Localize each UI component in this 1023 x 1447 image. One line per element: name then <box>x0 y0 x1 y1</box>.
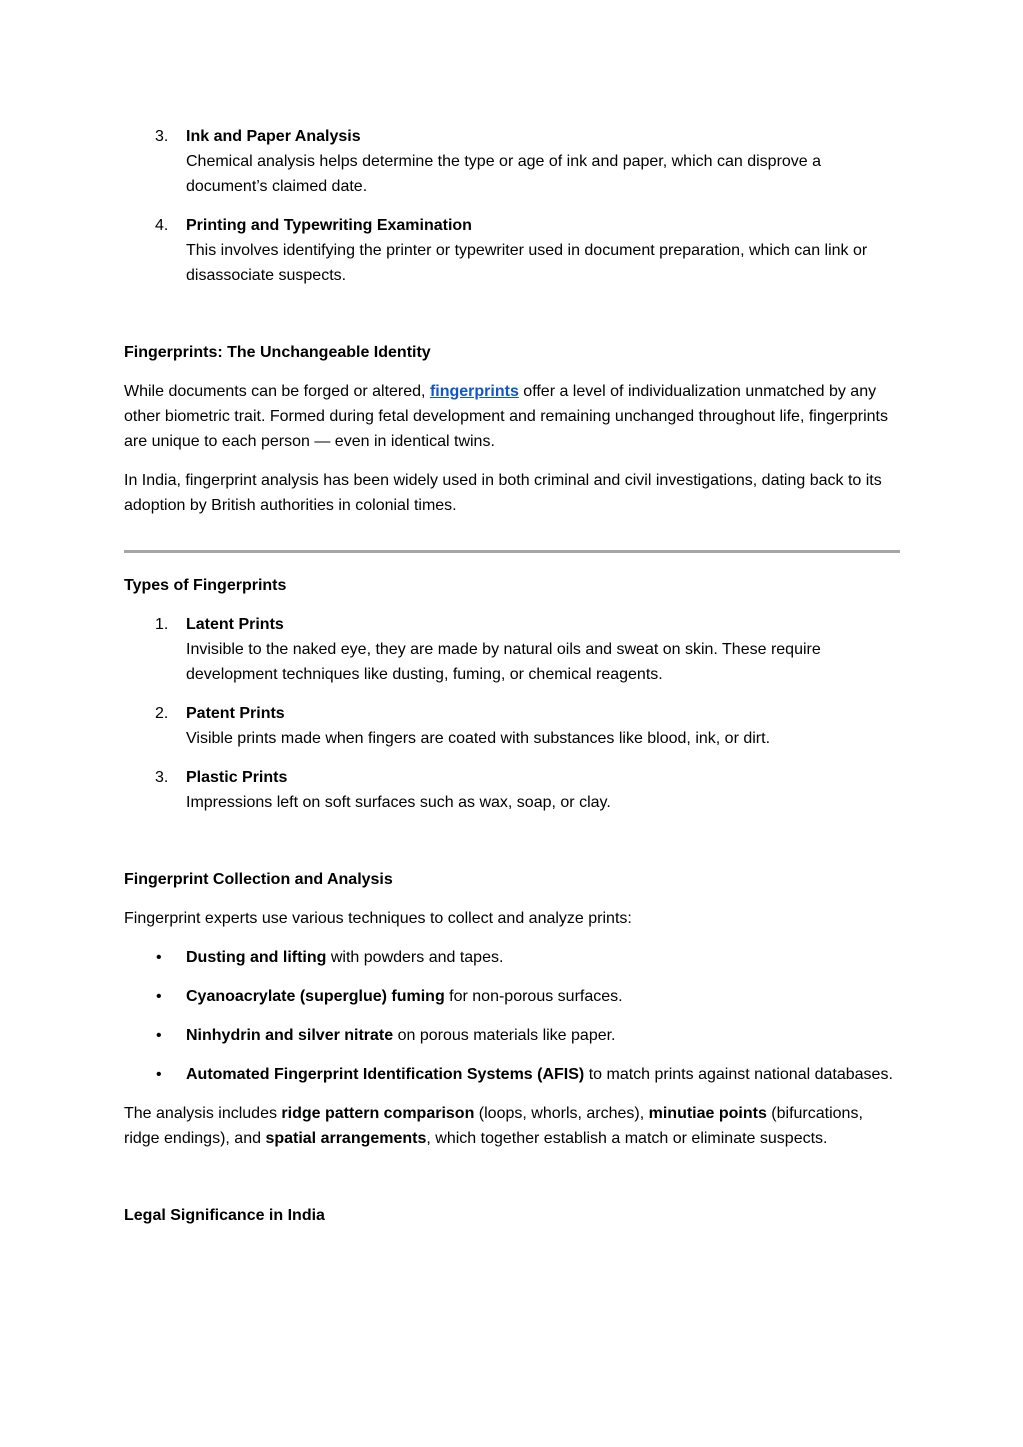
horizontal-divider <box>124 550 900 553</box>
list-number: 3. <box>155 128 169 145</box>
paragraph-text: offer a level of individualization unmatched by any other biometric trait. Formed during fetal development and remaining unchanged throughout life, fingerprints are unique to each person — even in identical twins. <box>124 383 888 450</box>
list-item <box>124 701 900 751</box>
section-heading: Types of Fingerprints <box>124 577 287 594</box>
section-heading: Fingerprint Collection and Analysis <box>124 871 393 888</box>
list-item-description: This involves identifying the printer or typewriter used in document preparation, which can link or disassociate suspects. <box>186 242 868 284</box>
list-number: 4. <box>155 217 169 234</box>
bullet-text: for non-porous surfaces. <box>444 988 623 1005</box>
bullet-icon: • <box>156 949 162 966</box>
list-item-description: Invisible to the naked eye, they are made by natural oils and sweat on skin. These require development techniques like dusting, fuming, or chemical reagents. <box>186 641 821 683</box>
list-item-description: Chemical analysis helps determine the type or age of ink and paper, which can disprove a document’s claimed date. <box>186 153 822 195</box>
bold-term: minutiae points <box>648 1105 767 1122</box>
paragraph <box>124 1101 900 1151</box>
list-item <box>124 765 900 815</box>
bullet-bold-text: Automated Fingerprint Identification Systems (AFIS) <box>186 1066 585 1083</box>
list-item-title: Latent Prints <box>186 616 284 633</box>
list-item <box>124 124 900 199</box>
document-content <box>124 124 900 1228</box>
bullet-icon: • <box>156 1066 162 1083</box>
fingerprints-link[interactable]: fingerprints <box>429 383 519 400</box>
bold-term: spatial arrangements <box>265 1130 427 1147</box>
paragraph: Fingerprint experts use various techniques to collect and analyze prints: <box>124 910 632 927</box>
bullet-text: to match prints against national databases. <box>584 1066 893 1083</box>
bullet-icon: • <box>156 1027 162 1044</box>
list-item-description: Impressions left on soft surfaces such as wax, soap, or clay. <box>186 794 611 811</box>
bullet-icon: • <box>156 988 162 1005</box>
list-item-description: Visible prints made when fingers are coated with substances like blood, ink, or dirt. <box>186 730 771 747</box>
section-heading: Fingerprints: The Unchangeable Identity <box>124 344 431 361</box>
paragraph: In India, fingerprint analysis has been widely used in both criminal and civil investigations, dating back to its adoption by British authorities in colonial times. <box>124 472 882 514</box>
bullet-item <box>124 984 900 1009</box>
paragraph-text: While documents can be forged or altered, <box>124 383 430 400</box>
paragraph-text: The analysis includes <box>124 1105 282 1122</box>
list-item-title: Ink and Paper Analysis <box>186 128 361 145</box>
paragraph-text: , which together establish a match or eliminate suspects. <box>426 1130 828 1147</box>
paragraph <box>124 379 900 454</box>
bullet-item <box>124 1062 900 1087</box>
list-number: 3. <box>155 769 169 786</box>
list-number: 2. <box>155 705 169 722</box>
list-item-title: Plastic Prints <box>186 769 288 786</box>
bullet-bold-text: Cyanoacrylate (superglue) fuming <box>186 988 445 1005</box>
bullet-item <box>124 945 900 970</box>
bullet-bold-text: Dusting and lifting <box>186 949 327 966</box>
bullet-text: on porous materials like paper. <box>393 1027 616 1044</box>
list-number: 1. <box>155 616 169 633</box>
list-item-title: Printing and Typewriting Examination <box>186 217 472 234</box>
list-item <box>124 612 900 687</box>
section-heading: Legal Significance in India <box>124 1207 325 1224</box>
list-item <box>124 213 900 288</box>
bold-term: ridge pattern comparison <box>281 1105 475 1122</box>
bullet-item <box>124 1023 900 1048</box>
list-item-title: Patent Prints <box>186 705 285 722</box>
bullet-text: with powders and tapes. <box>326 949 504 966</box>
bullet-bold-text: Ninhydrin and silver nitrate <box>186 1027 394 1044</box>
paragraph-text: (bifurcations, ridge endings), and <box>124 1105 863 1147</box>
paragraph-text: (loops, whorls, arches), <box>474 1105 649 1122</box>
